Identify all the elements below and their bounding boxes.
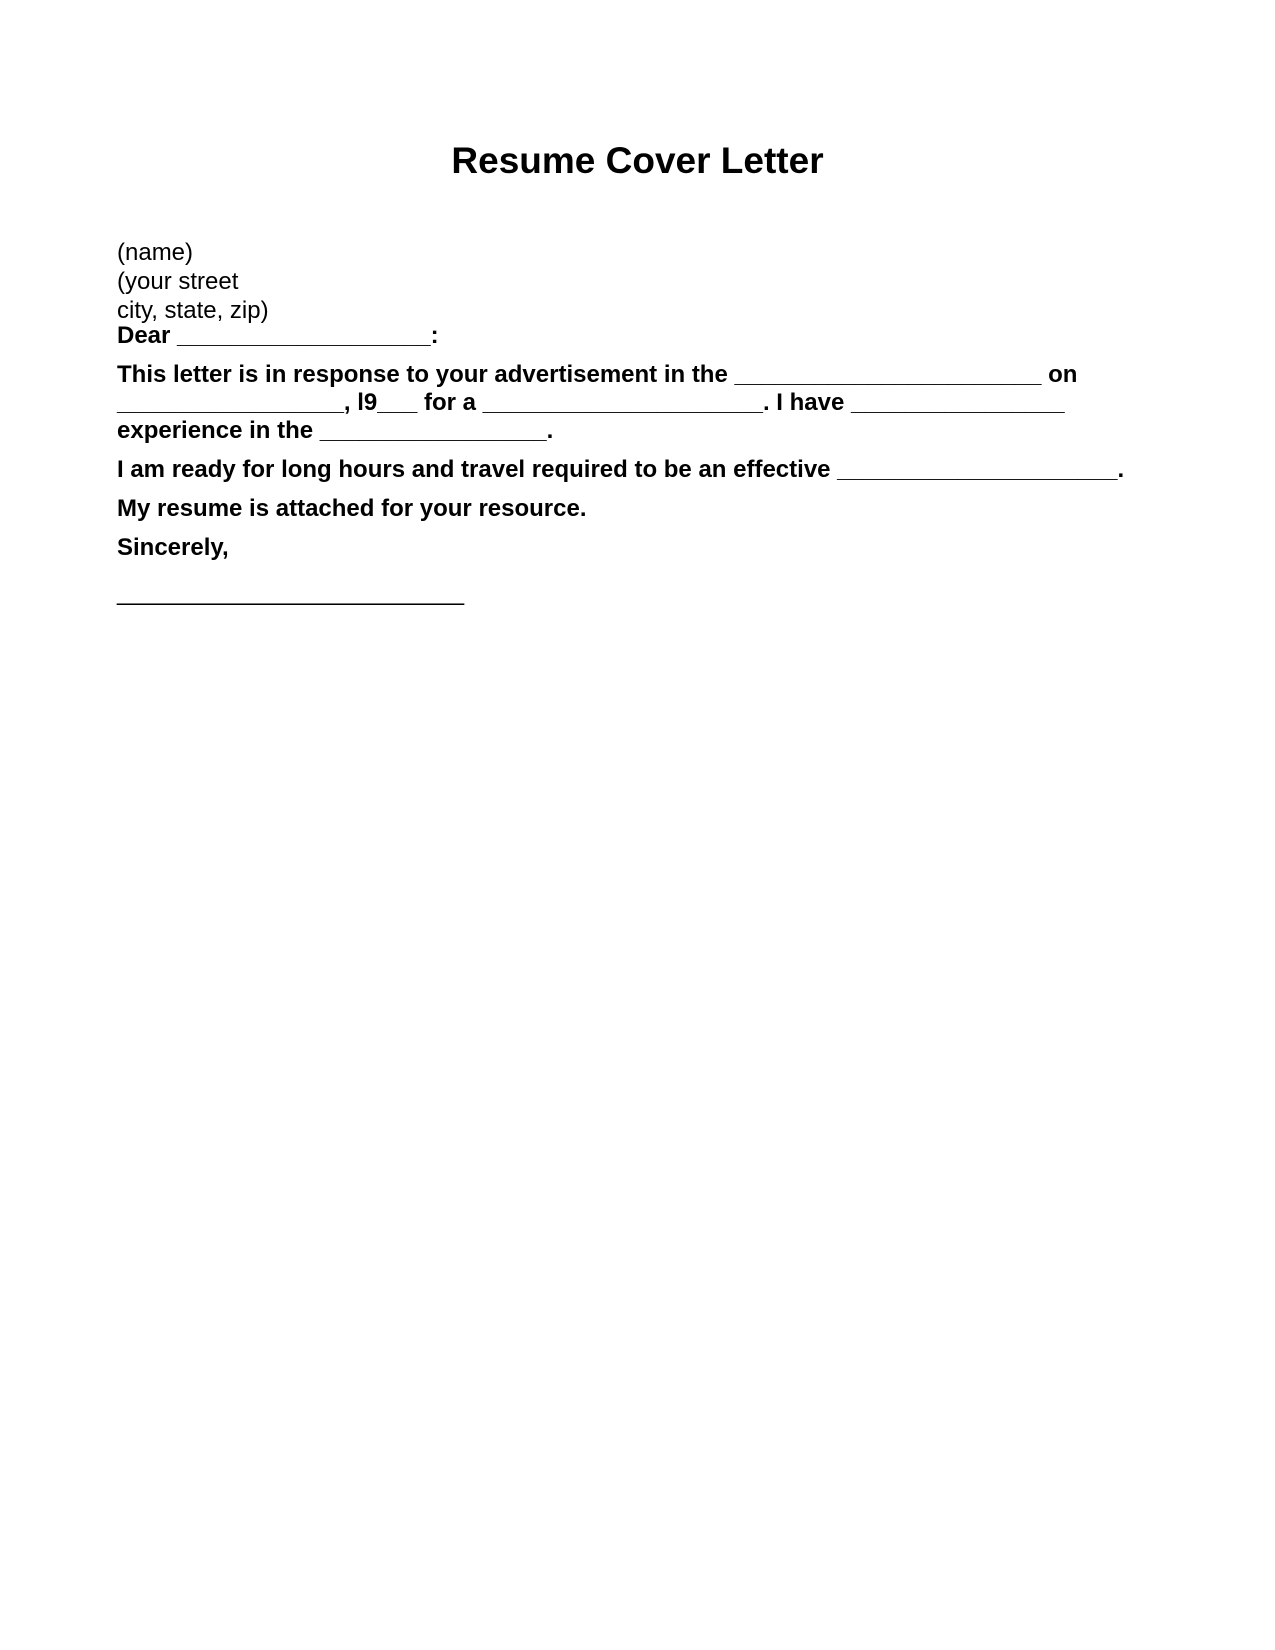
paragraph-1-line-1: This letter is in response to your advertisement in the _______________________ on [117,361,1078,388]
sender-city-state-zip: city, state, zip) [117,297,269,324]
page-title: Resume Cover Letter [451,140,824,181]
signature-line: __________________________ [117,579,465,606]
sender-name: (name) [117,239,194,266]
paragraph-2: I am ready for long hours and travel required to be an effective _____________________. [117,456,1125,483]
salutation: Dear ___________________: [117,322,439,349]
paragraph-3: My resume is attached for your resource. [117,495,587,522]
closing: Sincerely, [117,534,229,561]
paragraph-1-line-2: _________________, l9___ for a _____________________. I have ________________ [117,389,1065,416]
paragraph-1-line-3: experience in the _________________. [117,417,554,444]
sender-street: (your street [117,268,239,295]
sender-address [117,238,269,325]
